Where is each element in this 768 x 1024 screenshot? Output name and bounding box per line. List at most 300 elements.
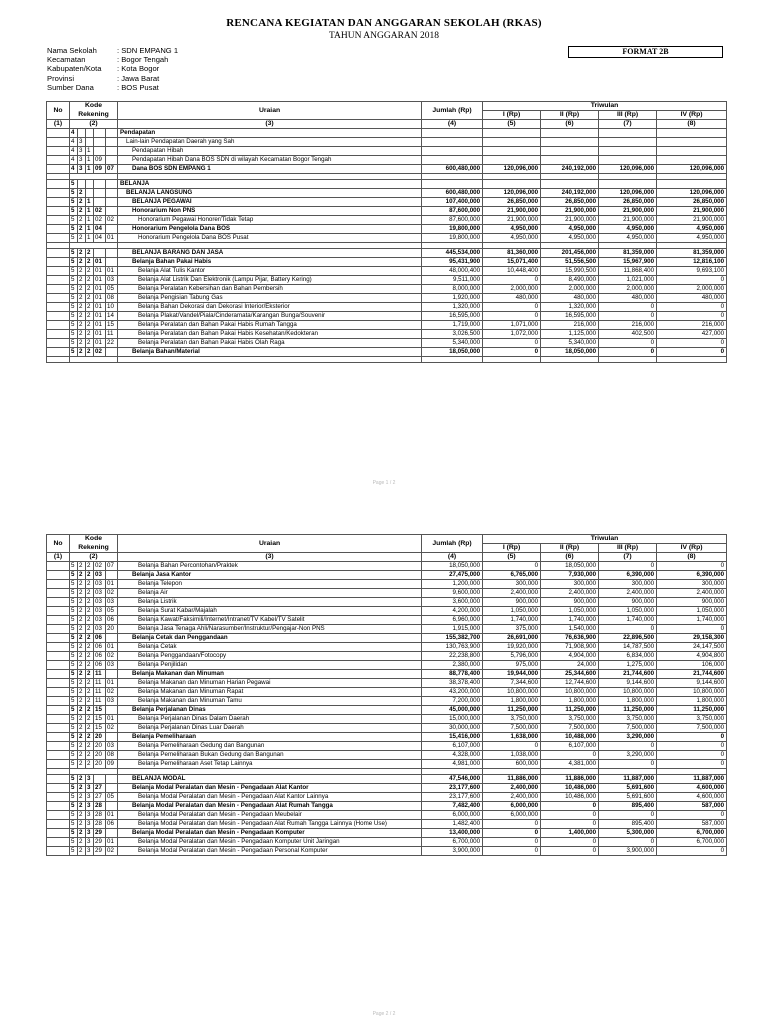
amount-cell: 81,360,000 <box>483 249 541 258</box>
amount-cell: 23,177,600 <box>422 793 483 802</box>
kode-cell: 2 <box>86 580 94 589</box>
amount-cell: 87,600,000 <box>422 207 483 216</box>
amount-cell: 12,744,600 <box>541 679 599 688</box>
amount-cell: 120,096,000 <box>599 165 657 174</box>
table-row <box>47 598 727 607</box>
kode-cell: 06 <box>94 643 106 652</box>
kode-cell: 1 <box>86 165 94 174</box>
amount-cell: 21,900,000 <box>541 207 599 216</box>
amount-cell: 21,900,000 <box>599 207 657 216</box>
amount-cell: 0 <box>657 312 727 321</box>
amount-cell: 480,000 <box>483 294 541 303</box>
amount-cell: 18,050,000 <box>541 562 599 571</box>
uraian-cell: Belanja Jasa Tenaga Ahli/Narasumber/Instruktur/Pengajar-Non PNS <box>118 625 422 634</box>
kode-cell: 07 <box>106 562 118 571</box>
page-footer: Page 1 / 2 <box>372 480 396 486</box>
row-no <box>47 829 70 838</box>
uraian-cell: Belanja Makanan dan Minuman Harian Pegawai <box>118 679 422 688</box>
kode-cell: 5 <box>70 688 78 697</box>
amount-cell: 7,930,000 <box>541 571 599 580</box>
amount-cell: 0 <box>657 339 727 348</box>
kode-cell: 2 <box>86 616 94 625</box>
kode-cell: 15 <box>94 715 106 724</box>
amount-cell: 81,359,000 <box>657 249 727 258</box>
amount-cell: 0 <box>541 820 599 829</box>
amount-cell: 5,796,000 <box>483 652 541 661</box>
row-no <box>47 562 70 571</box>
row-no <box>47 634 70 643</box>
amount-cell: 0 <box>483 847 541 856</box>
kode-cell: 2 <box>78 234 86 243</box>
amount-cell: 10,486,000 <box>541 784 599 793</box>
kode-cell: 2 <box>78 838 86 847</box>
amount-cell: 0 <box>657 811 727 820</box>
amount-cell: 895,400 <box>599 820 657 829</box>
amount-cell: 25,344,600 <box>541 670 599 679</box>
amount-cell: 11,250,000 <box>657 706 727 715</box>
amount-cell: 0 <box>483 348 541 357</box>
kode-cell: 4 <box>70 147 78 156</box>
amount-cell: 1,638,000 <box>483 733 541 742</box>
kode-cell: 15 <box>94 706 106 715</box>
colnum: (5) <box>483 120 541 129</box>
kode-cell <box>106 147 118 156</box>
amount-cell: 480,000 <box>541 294 599 303</box>
amount-cell: 6,390,000 <box>599 571 657 580</box>
kode-cell: 03 <box>106 661 118 670</box>
kode-cell: 2 <box>86 562 94 571</box>
kode-cell: 5 <box>70 793 78 802</box>
uraian-cell: Pendapatan Hibah Dana BOS SDN di wilayah Kecamatan Bogor Tengah <box>118 156 422 165</box>
amount-cell: 427,000 <box>657 330 727 339</box>
table-row <box>47 129 727 138</box>
amount-cell: 1,740,000 <box>657 616 727 625</box>
amount-cell: 3,026,500 <box>422 330 483 339</box>
row-no <box>47 652 70 661</box>
amount-cell: 2,000,000 <box>599 285 657 294</box>
info-value: : Kota Bogor <box>117 64 160 74</box>
colnum: (6) <box>541 553 599 562</box>
row-no <box>47 580 70 589</box>
amount-cell: 10,488,000 <box>541 733 599 742</box>
uraian-cell: Belanja Alat Tulis Kantor <box>118 267 422 276</box>
table-row <box>47 589 727 598</box>
amount-cell: 5,691,600 <box>599 784 657 793</box>
kode-cell: 04 <box>94 225 106 234</box>
row-no <box>47 742 70 751</box>
kode-cell: 5 <box>70 294 78 303</box>
amount-cell: 26,850,000 <box>657 198 727 207</box>
kode-cell <box>106 829 118 838</box>
kode-cell: 03 <box>106 697 118 706</box>
uraian-cell: Belanja Peralatan dan Bahan Pakai Habis Olah Raga <box>118 339 422 348</box>
kode-cell: 02 <box>106 589 118 598</box>
kode-cell: 2 <box>86 688 94 697</box>
amount-cell: 6,107,000 <box>541 742 599 751</box>
kode-cell <box>106 249 118 258</box>
kode-cell: 01 <box>94 303 106 312</box>
kode-cell <box>94 775 106 784</box>
amount-cell: 15,000,000 <box>422 715 483 724</box>
row-no <box>47 643 70 652</box>
kode-cell: 07 <box>106 165 118 174</box>
kode-cell: 2 <box>78 802 86 811</box>
kode-cell: 3 <box>86 793 94 802</box>
kode-cell: 2 <box>78 625 86 634</box>
header-jumlah: Jumlah (Rp) <box>422 102 483 120</box>
amount-cell: 1,719,000 <box>422 321 483 330</box>
kode-cell: 27 <box>94 793 106 802</box>
kode-cell: 5 <box>70 207 78 216</box>
amount-cell <box>541 138 599 147</box>
kode-cell: 2 <box>86 267 94 276</box>
amount-cell: 13,400,000 <box>422 829 483 838</box>
uraian-cell: Belanja Kawat/Faksimili/Internet/Intranet/TV Kabel/TV Satelit <box>118 616 422 625</box>
header-triwulan: Triwulan <box>483 535 727 544</box>
info-value: : Bogor Tengah <box>117 55 169 65</box>
table-row <box>47 847 727 856</box>
colnum: (1) <box>47 120 70 129</box>
kode-cell: 5 <box>70 847 78 856</box>
uraian-cell: Belanja Pemeliharaan Bukan Gedung dan Bangunan <box>118 751 422 760</box>
kode-cell <box>106 207 118 216</box>
kode-cell: 2 <box>78 312 86 321</box>
budget-table-page1 <box>46 101 727 363</box>
kode-cell: 2 <box>78 661 86 670</box>
uraian-cell: Honorarium Pengelola Dana BOS Pusat <box>118 234 422 243</box>
amount-cell: 0 <box>483 838 541 847</box>
kode-cell <box>106 706 118 715</box>
info-value: : SDN EMPANG 1 <box>117 46 179 55</box>
amount-cell: 21,744,600 <box>657 670 727 679</box>
kode-cell: 01 <box>94 312 106 321</box>
amount-cell: 87,600,000 <box>422 216 483 225</box>
kode-cell: 02 <box>106 847 118 856</box>
kode-cell: 03 <box>106 598 118 607</box>
kode-cell: 3 <box>86 820 94 829</box>
amount-cell: 1,072,000 <box>483 330 541 339</box>
amount-cell: 4,200,000 <box>422 607 483 616</box>
kode-cell: 4 <box>70 138 78 147</box>
amount-cell: 7,500,000 <box>483 724 541 733</box>
uraian-cell: BELANJA LANGSUNG <box>118 189 422 198</box>
kode-cell: 2 <box>86 652 94 661</box>
kode-cell: 01 <box>106 643 118 652</box>
amount-cell: 21,744,600 <box>599 670 657 679</box>
amount-cell <box>483 147 541 156</box>
header-q1: I (Rp) <box>483 111 541 120</box>
amount-cell: 4,950,000 <box>541 234 599 243</box>
document-subtitle: TAHUN ANGGARAN 2018 <box>328 31 440 41</box>
kode-cell <box>106 138 118 147</box>
kode-cell: 5 <box>70 312 78 321</box>
kode-cell: 03 <box>94 580 106 589</box>
kode-cell <box>106 670 118 679</box>
colnum: (2) <box>70 120 118 129</box>
table-row <box>47 688 727 697</box>
header-q3: III (Rp) <box>599 111 657 120</box>
header-q2: II (Rp) <box>541 544 599 553</box>
kode-cell: 2 <box>78 198 86 207</box>
amount-cell: 0 <box>483 312 541 321</box>
row-no <box>47 180 70 189</box>
amount-cell: 106,000 <box>657 661 727 670</box>
amount-cell: 11,250,000 <box>483 706 541 715</box>
amount-cell: 11,250,000 <box>541 706 599 715</box>
amount-cell: 1,050,000 <box>483 607 541 616</box>
kode-cell: 5 <box>70 258 78 267</box>
kode-cell: 2 <box>78 733 86 742</box>
info-value: : Jawa Barat <box>117 73 160 83</box>
kode-cell: 2 <box>78 267 86 276</box>
kode-cell: 3 <box>86 802 94 811</box>
amount-cell: 21,900,000 <box>483 216 541 225</box>
kode-cell: 5 <box>70 670 78 679</box>
kode-cell: 11 <box>94 697 106 706</box>
format-box: FORMAT 2B <box>568 46 723 58</box>
kode-cell: 06 <box>94 634 106 643</box>
kode-cell: 03 <box>94 625 106 634</box>
kode-cell: 01 <box>94 258 106 267</box>
table-row <box>47 652 727 661</box>
table-row <box>47 715 727 724</box>
amount-cell: 7,500,000 <box>599 724 657 733</box>
kode-cell <box>106 180 118 189</box>
kode-cell <box>86 189 94 198</box>
kode-cell: 28 <box>94 811 106 820</box>
kode-cell: 2 <box>78 207 86 216</box>
kode-cell: 03 <box>106 276 118 285</box>
kode-cell: 29 <box>94 829 106 838</box>
amount-cell: 18,050,000 <box>422 348 483 357</box>
row-no <box>47 258 70 267</box>
amount-cell: 3,750,000 <box>657 715 727 724</box>
kode-cell: 2 <box>78 598 86 607</box>
kode-cell: 20 <box>106 625 118 634</box>
uraian-cell: Belanja Pemeliharaan <box>118 733 422 742</box>
amount-cell: 900,000 <box>657 598 727 607</box>
kode-cell: 3 <box>78 165 86 174</box>
kode-cell: 05 <box>106 285 118 294</box>
kode-cell: 02 <box>106 688 118 697</box>
amount-cell: 88,778,400 <box>422 670 483 679</box>
amount-cell: 24,000 <box>541 661 599 670</box>
kode-cell: 5 <box>70 580 78 589</box>
amount-cell: 1,021,000 <box>599 276 657 285</box>
amount-cell: 6,765,000 <box>483 571 541 580</box>
kode-cell: 02 <box>94 348 106 357</box>
amount-cell: 6,700,000 <box>657 838 727 847</box>
amount-cell: 120,096,000 <box>657 189 727 198</box>
kode-cell: 2 <box>78 294 86 303</box>
table-row <box>47 625 727 634</box>
kode-cell <box>106 129 118 138</box>
kode-cell: 2 <box>78 285 86 294</box>
uraian-cell: Belanja Alat Listrik Dan Elektronik (Lampu Pijar, Battery Kering) <box>118 276 422 285</box>
amount-cell: 6,000,000 <box>483 802 541 811</box>
kode-cell: 28 <box>94 820 106 829</box>
uraian-cell: Belanja Perjalanan Dinas Dalam Daerah <box>118 715 422 724</box>
amount-cell: 895,400 <box>599 802 657 811</box>
amount-cell: 6,107,000 <box>422 742 483 751</box>
kode-cell: 06 <box>94 661 106 670</box>
amount-cell: 9,144,600 <box>599 679 657 688</box>
kode-cell: 2 <box>78 216 86 225</box>
amount-cell: 10,800,000 <box>483 688 541 697</box>
kode-cell: 5 <box>70 225 78 234</box>
amount-cell: 0 <box>599 303 657 312</box>
amount-cell: 4,950,000 <box>599 225 657 234</box>
kode-cell: 5 <box>70 802 78 811</box>
uraian-cell: Belanja Peralatan Kebersihan dan Bahan Pembersih <box>118 285 422 294</box>
kode-cell: 2 <box>78 829 86 838</box>
amount-cell: 2,400,000 <box>483 793 541 802</box>
row-no <box>47 847 70 856</box>
table-row <box>47 312 727 321</box>
header-triwulan: Triwulan <box>483 102 727 111</box>
amount-cell: 600,000 <box>483 760 541 769</box>
amount-cell: 0 <box>541 811 599 820</box>
amount-cell: 1,050,000 <box>657 607 727 616</box>
amount-cell: 0 <box>599 562 657 571</box>
table-row <box>47 147 727 156</box>
kode-cell: 2 <box>86 751 94 760</box>
amount-cell: 26,850,000 <box>599 198 657 207</box>
amount-cell: 1,800,000 <box>599 697 657 706</box>
kode-cell: 2 <box>78 225 86 234</box>
amount-cell: 2,000,000 <box>541 285 599 294</box>
header-q3: III (Rp) <box>599 544 657 553</box>
amount-cell: 5,691,600 <box>599 793 657 802</box>
kode-cell: 2 <box>78 793 86 802</box>
amount-cell: 1,800,000 <box>657 697 727 706</box>
kode-cell: 05 <box>106 607 118 616</box>
amount-cell: 16,595,000 <box>541 312 599 321</box>
amount-cell: 1,800,000 <box>541 697 599 706</box>
amount-cell: 216,000 <box>541 321 599 330</box>
kode-cell: 2 <box>78 276 86 285</box>
table-row <box>47 760 727 769</box>
table-row <box>47 276 727 285</box>
amount-cell: 130,763,900 <box>422 643 483 652</box>
kode-cell: 04 <box>94 234 106 243</box>
kode-cell <box>86 180 94 189</box>
amount-cell: 6,390,000 <box>657 571 727 580</box>
amount-cell: 0 <box>541 847 599 856</box>
kode-cell <box>106 634 118 643</box>
kode-cell <box>94 138 106 147</box>
header-uraian: Uraian <box>118 535 422 553</box>
amount-cell: 1,275,000 <box>599 661 657 670</box>
kode-cell <box>94 189 106 198</box>
amount-cell: 5,340,000 <box>541 339 599 348</box>
kode-cell: 11 <box>94 679 106 688</box>
amount-cell: 18,050,000 <box>422 562 483 571</box>
amount-cell: 0 <box>483 276 541 285</box>
uraian-cell: Belanja Pemeliharaan Gedung dan Bangunan <box>118 742 422 751</box>
kode-cell <box>106 733 118 742</box>
uraian-cell: Belanja Jasa Kantor <box>118 571 422 580</box>
amount-cell: 1,125,000 <box>541 330 599 339</box>
amount-cell: 9,144,600 <box>657 679 727 688</box>
header-q1: I (Rp) <box>483 544 541 553</box>
amount-cell: 0 <box>483 562 541 571</box>
kode-cell: 2 <box>78 742 86 751</box>
kode-cell: 5 <box>70 616 78 625</box>
kode-cell: 5 <box>70 724 78 733</box>
table-row <box>47 258 727 267</box>
kode-cell: 1 <box>86 156 94 165</box>
kode-cell: 02 <box>106 216 118 225</box>
kode-cell: 5 <box>70 598 78 607</box>
kode-cell: 2 <box>86 285 94 294</box>
amount-cell: 900,000 <box>599 598 657 607</box>
amount-cell: 15,967,900 <box>599 258 657 267</box>
kode-cell: 01 <box>94 339 106 348</box>
row-no <box>47 607 70 616</box>
uraian-cell: BELANJA BARANG DAN JASA <box>118 249 422 258</box>
row-no <box>47 724 70 733</box>
kode-cell: 2 <box>78 189 86 198</box>
table-row <box>47 562 727 571</box>
header-q4: IV (Rp) <box>657 111 727 120</box>
kode-cell: 2 <box>86 679 94 688</box>
amount-cell: 6,700,000 <box>422 838 483 847</box>
kode-cell: 3 <box>78 138 86 147</box>
colnum: (4) <box>422 553 483 562</box>
table-row <box>47 838 727 847</box>
uraian-cell: Belanja Surat Kabar/Majalah <box>118 607 422 616</box>
amount-cell: 0 <box>541 802 599 811</box>
row-no <box>47 234 70 243</box>
amount-cell: 19,944,000 <box>483 670 541 679</box>
amount-cell: 16,595,000 <box>422 312 483 321</box>
amount-cell: 107,400,000 <box>422 198 483 207</box>
kode-cell: 06 <box>106 616 118 625</box>
amount-cell: 10,800,000 <box>657 688 727 697</box>
colnum: (7) <box>599 553 657 562</box>
row-no <box>47 661 70 670</box>
amount-cell: 15,416,000 <box>422 733 483 742</box>
table-row <box>47 216 727 225</box>
kode-cell: 3 <box>86 847 94 856</box>
amount-cell: 0 <box>541 751 599 760</box>
kode-cell: 5 <box>70 285 78 294</box>
table-row <box>47 180 727 189</box>
info-label: Kecamatan <box>47 55 86 65</box>
kode-cell: 29 <box>94 847 106 856</box>
kode-cell: 02 <box>106 724 118 733</box>
kode-cell: 2 <box>78 784 86 793</box>
uraian-cell: Honorarium Pegawai Honorer/Tidak Tetap <box>118 216 422 225</box>
document-title: RENCANA KEGIATAN DAN ANGGARAN SEKOLAH (RKAS) <box>226 17 542 29</box>
amount-cell: 9,600,000 <box>422 589 483 598</box>
amount-cell: 445,534,000 <box>422 249 483 258</box>
amount-cell: 240,192,000 <box>541 165 599 174</box>
amount-cell <box>599 147 657 156</box>
info-label: Sumber Dana <box>47 82 94 92</box>
amount-cell: 8,490,000 <box>541 276 599 285</box>
amount-cell: 480,000 <box>599 294 657 303</box>
kode-cell: 01 <box>106 580 118 589</box>
amount-cell: 0 <box>657 625 727 634</box>
amount-cell: 11,886,000 <box>541 775 599 784</box>
amount-cell: 300,000 <box>657 580 727 589</box>
amount-cell: 7,482,400 <box>422 802 483 811</box>
table-row <box>47 697 727 706</box>
table-row <box>47 724 727 733</box>
uraian-cell: Belanja Peralatan dan Bahan Pakai Habis Rumah Tangga <box>118 321 422 330</box>
